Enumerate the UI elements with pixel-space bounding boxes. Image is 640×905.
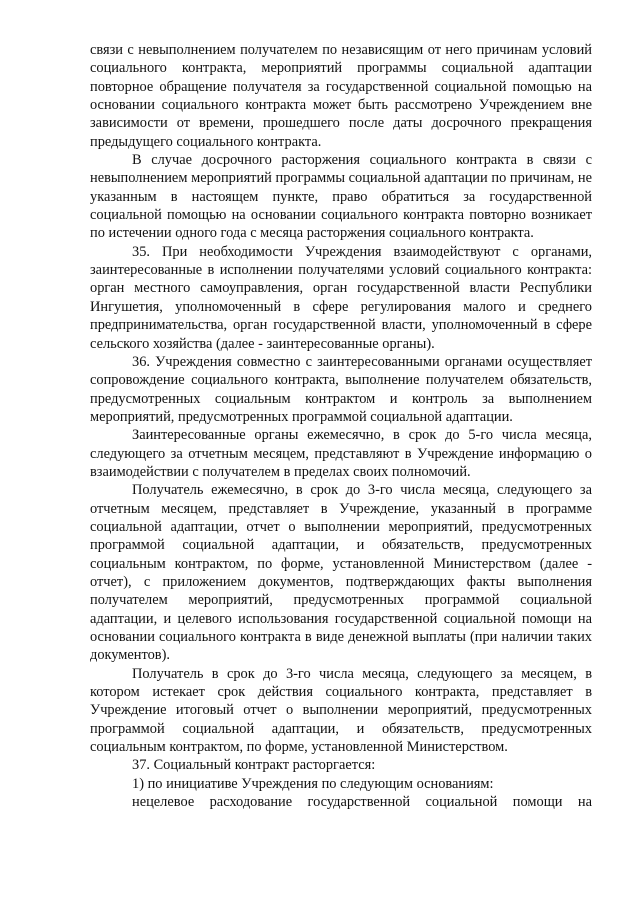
paragraph-clause-37-item-1: 1) по инициативе Учреждения по следующим основаниям: (132, 775, 494, 792)
paragraph-continuation: связи с невыполнением получателем по независящим от него причинам условий социального контракта, мероприятий программы социальной адаптации повторное обращение получателя за государственной социальной помощью на основании социального контракта может быть рассмотрено Учреждением вне зависимости от времени, прошедшего после даты досрочного прекращения предыдущего социального контракта. (90, 42, 592, 150)
paragraph-clause-36: 36. Учреждения совместно с заинтересованными органами осуществляет сопровождение социального контракта, выполнение получателем обязательств, предусмотренных социальным контрактом и контроль за выполнением мероприятий, предусмотренных программой социальной адаптации. (90, 353, 592, 425)
paragraph-misuse: нецелевое расходование государственной социальной помощи на (132, 794, 592, 811)
paragraph-early-termination: В случае досрочного расторжения социального контракта в связи с невыполнением мероприятий программы социальной адаптации по причинам, не указанным в настоящем пункте, право обратиться за государственной социальной помощью на основании социального контракта повторно возникает по истечении одного года с месяца расторжения социального контракта. (90, 152, 592, 242)
paragraph-monthly-report: Получатель ежемесячно, в срок до 3-го числа месяца, следующего за отчетным месяцем, представляет в Учреждение, указанный в программе социальной адаптации, отчет о выполнении мероприятий, предусмотренных программой социальной адаптации, и обязательств, предусмотренных социальным контрактом, по форме, установленной Министерством (далее - отчет), с приложением документов, подтверждающих факты выполнения получателем мероприятий, предусмотренных программой социальной адаптации, и целевого использования государственной социальной помощи на основании социального контракта в виде денежной выплаты (при наличии таких документов). (90, 482, 592, 664)
paragraph-interested-bodies: Заинтересованные органы ежемесячно, в срок до 5-го числа месяца, следующего за отчетным месяцем, представляют в Учреждение информацию о взаимодействии с получателем в пределах своих полномочий. (90, 427, 592, 480)
paragraph-clause-37: 37. Социальный контракт расторгается: (132, 757, 376, 774)
paragraph-final-report: Получатель в срок до 3-го числа месяца, следующего за месяцем, в котором истекает срок действия социального контракта, представляет в Учреждение итоговый отчет о выполнении мероприятий, предусмотренных программой социальной адаптации, и обязательств, предусмотренных социальным контрактом, по форме, установленной Министерством. (90, 665, 592, 756)
paragraph-clause-35: 35. При необходимости Учреждения взаимодействуют с органами, заинтересованные в исполнении получателями условий социального контракта: орган местного самоуправления, орган государственной власти Республики Ингушетия, уполномоченный в сфере регулирования малого и среднего предпринимательства, орган государственной власти, уполномоченный в сфере сельского хозяйства (далее - заинтересованные органы). (90, 243, 592, 352)
